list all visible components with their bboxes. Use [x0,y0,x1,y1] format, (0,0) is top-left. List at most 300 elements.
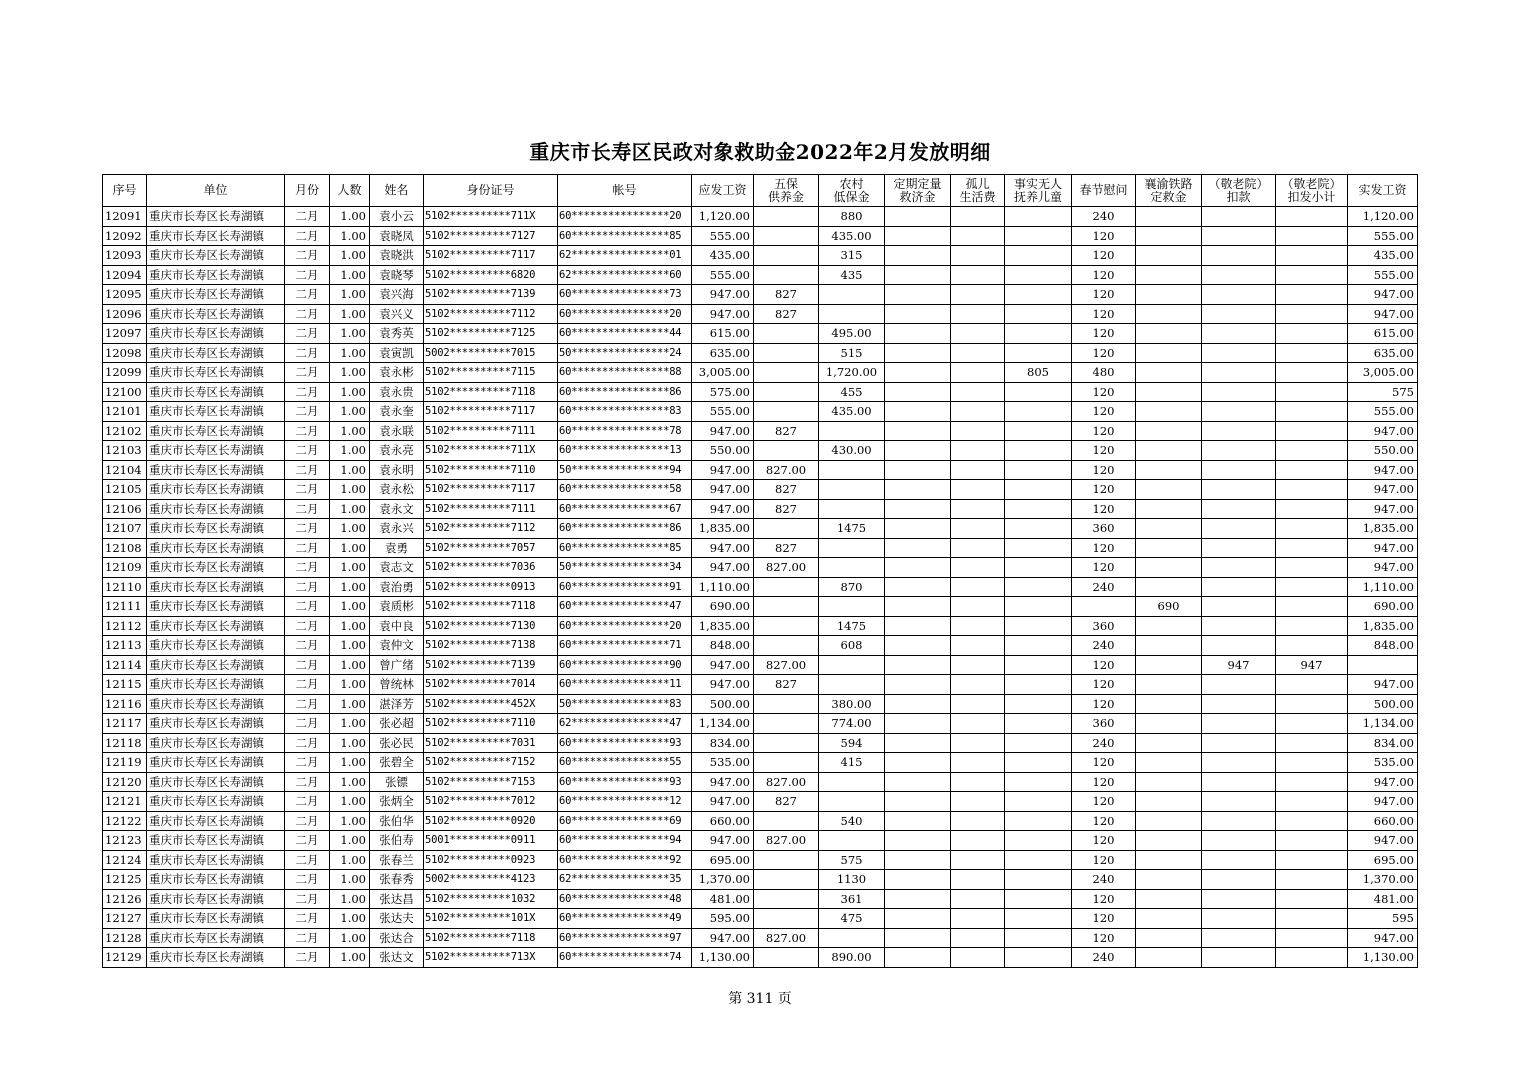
table-cell: 1.00 [330,909,370,929]
table-cell [885,402,951,422]
table-cell [885,636,951,656]
table-cell: 60****************67 [558,499,692,519]
table-cell [1136,616,1202,636]
table-cell: 947.00 [1348,285,1418,305]
column-header [1005,175,1072,207]
table-cell: 690.00 [692,597,754,617]
table-cell: 947.00 [692,772,754,792]
table-cell: 1.00 [330,889,370,909]
table-cell: 120 [1072,675,1136,695]
table-row [103,616,1418,636]
table-cell: 947.00 [1348,480,1418,500]
table-cell: 1,134.00 [1348,714,1418,734]
table-cell [951,733,1005,753]
table-cell: 二月 [285,499,330,519]
table-cell: 120 [1072,889,1136,909]
table-cell: 5102**********7112 [424,519,558,539]
table-cell: 12099 [103,363,147,383]
table-cell: 12109 [103,558,147,578]
table-cell: 1,130.00 [692,948,754,968]
table-cell [1005,519,1072,539]
table-cell [1202,402,1276,422]
table-cell: 二月 [285,870,330,890]
table-cell [1005,285,1072,305]
table-cell: 1.00 [330,753,370,773]
column-header-label: 帐号 [612,183,637,197]
table-cell: 60****************48 [558,889,692,909]
table-cell [754,441,819,461]
table-body [103,207,1418,968]
column-header [692,175,754,207]
table-cell: 重庆市长寿区长寿湖镇 [147,831,285,851]
table-cell: 二月 [285,265,330,285]
table-cell: 827 [754,538,819,558]
table-cell: 60****************93 [558,772,692,792]
table-cell: 555.00 [1348,265,1418,285]
table-cell: 515 [819,343,885,363]
table-cell [1202,226,1276,246]
table-cell: 120 [1072,460,1136,480]
table-cell [951,402,1005,422]
table-cell: 500.00 [692,694,754,714]
table-cell [1005,928,1072,948]
table-cell: 120 [1072,285,1136,305]
table-cell [1136,928,1202,948]
table-cell [1276,324,1348,344]
table-cell: 60****************83 [558,402,692,422]
table-cell: 二月 [285,831,330,851]
table-cell: 5102**********713X [424,948,558,968]
table-cell: 890.00 [819,948,885,968]
table-cell: 1475 [819,519,885,539]
table-cell: 12119 [103,753,147,773]
table-cell [754,265,819,285]
table-cell: 435.00 [819,226,885,246]
table-cell: 947.00 [1348,792,1418,812]
table-cell [1005,889,1072,909]
table-cell [951,811,1005,831]
table-cell: 947.00 [692,285,754,305]
table-cell: 120 [1072,226,1136,246]
table-cell: 435.00 [819,402,885,422]
table-cell: 重庆市长寿区长寿湖镇 [147,889,285,909]
table-row [103,948,1418,968]
table-cell [1202,363,1276,383]
table-cell [1136,480,1202,500]
table-cell: 5102**********7115 [424,363,558,383]
table-cell [819,928,885,948]
table-cell: 袁质彬 [370,597,424,617]
table-cell: 二月 [285,597,330,617]
table-cell [1202,480,1276,500]
table-cell [1005,850,1072,870]
table-row [103,226,1418,246]
table-cell: 12114 [103,655,147,675]
table-cell: 二月 [285,324,330,344]
table-cell: 12097 [103,324,147,344]
table-cell [1136,460,1202,480]
table-row [103,304,1418,324]
column-header-label: 供养金 [767,189,804,204]
table-cell [1202,714,1276,734]
table-cell: 834.00 [692,733,754,753]
table-cell [1005,304,1072,324]
table-cell: 1.00 [330,519,370,539]
column-header-label: 农村 [839,176,864,191]
table-cell [1276,831,1348,851]
table-cell: 635.00 [1348,343,1418,363]
table-cell: 二月 [285,714,330,734]
table-cell: 947.00 [692,499,754,519]
table-cell: 1,120.00 [1348,207,1418,227]
table-cell: 360 [1072,616,1136,636]
table-cell: 1.00 [330,597,370,617]
table-cell: 张炳全 [370,792,424,812]
table-row [103,694,1418,714]
table-cell: 827.00 [754,558,819,578]
table-cell [885,616,951,636]
table-cell [819,558,885,578]
table-cell [1005,402,1072,422]
table-cell: 827.00 [754,655,819,675]
table-cell [1136,714,1202,734]
table-cell: 袁永联 [370,421,424,441]
table-cell [1005,655,1072,675]
table-cell [819,421,885,441]
table-cell: 袁永彬 [370,363,424,383]
table-cell: 袁晓琴 [370,265,424,285]
table-cell [819,831,885,851]
table-cell: 12108 [103,538,147,558]
table-cell: 848.00 [1348,636,1418,656]
table-cell: 240 [1072,733,1136,753]
table-cell: 60****************13 [558,441,692,461]
table-cell: 12125 [103,870,147,890]
table-cell [1276,363,1348,383]
table-cell: 5001**********0911 [424,831,558,851]
table-cell [885,382,951,402]
table-cell: 120 [1072,792,1136,812]
table-cell: 1.00 [330,558,370,578]
table-cell [1276,811,1348,831]
table-cell: 12096 [103,304,147,324]
table-cell: 575.00 [692,382,754,402]
table-cell [1136,870,1202,890]
table-cell: 重庆市长寿区长寿湖镇 [147,421,285,441]
table-cell: 5102**********711X [424,441,558,461]
table-cell: 12118 [103,733,147,753]
table-cell: 120 [1072,324,1136,344]
table-cell: 60****************49 [558,909,692,929]
table-cell [951,889,1005,909]
table-cell: 重庆市长寿区长寿湖镇 [147,597,285,617]
table-cell: 1.00 [330,675,370,695]
table-row [103,558,1418,578]
table-cell [951,753,1005,773]
table-cell [819,285,885,305]
table-cell: 重庆市长寿区长寿湖镇 [147,304,285,324]
table-cell [951,538,1005,558]
table-cell: 5102**********7111 [424,421,558,441]
table-cell [1202,324,1276,344]
table-cell [754,324,819,344]
table-cell [1202,558,1276,578]
table-cell [1276,538,1348,558]
table-cell [754,363,819,383]
column-header-label: 定期定量 [893,176,942,191]
table-row [103,499,1418,519]
table-cell: 947 [1276,655,1348,675]
table-row [103,363,1418,383]
table-cell [1005,733,1072,753]
relief-fund-table [102,174,1418,968]
table-cell: 120 [1072,655,1136,675]
table-cell: 695.00 [1348,850,1418,870]
table-cell [951,597,1005,617]
table-cell: 5102**********6820 [424,265,558,285]
table-cell [1276,480,1348,500]
table-cell: 947.00 [1348,772,1418,792]
table-cell: 947.00 [692,538,754,558]
table-cell [1276,733,1348,753]
table-cell [819,675,885,695]
column-header [885,175,951,207]
table-cell: 1.00 [330,363,370,383]
table-cell: 834.00 [1348,733,1418,753]
table-cell: 60****************47 [558,597,692,617]
table-cell [1005,694,1072,714]
table-cell: 袁兴海 [370,285,424,305]
table-cell: 二月 [285,363,330,383]
table-cell [885,558,951,578]
table-cell: 880 [819,207,885,227]
column-header-label: 生活费 [959,189,996,204]
table-cell: 12116 [103,694,147,714]
table-cell: 5102**********7152 [424,753,558,773]
table-cell [1136,499,1202,519]
table-cell: 5102**********7112 [424,304,558,324]
table-cell: 5102**********7110 [424,460,558,480]
table-cell [1276,577,1348,597]
table-cell: 120 [1072,831,1136,851]
table-cell [951,207,1005,227]
table-cell [754,694,819,714]
table-cell: 380.00 [819,694,885,714]
table-cell [951,909,1005,929]
table-cell: 575 [1348,382,1418,402]
table-cell: 60****************11 [558,675,692,695]
table-cell: 1.00 [330,850,370,870]
table-cell: 5102**********7014 [424,675,558,695]
table-row [103,324,1418,344]
table-cell: 947.00 [1348,538,1418,558]
table-row [103,460,1418,480]
table-row [103,792,1418,812]
table-cell: 袁晓洪 [370,246,424,266]
table-cell [951,343,1005,363]
table-cell: 5002**********4123 [424,870,558,890]
table-cell [1005,441,1072,461]
table-cell [951,616,1005,636]
table-cell [819,499,885,519]
table-cell: 690.00 [1348,597,1418,617]
table-cell [1202,831,1276,851]
table-cell [1005,226,1072,246]
table-cell: 475 [819,909,885,929]
table-cell [1276,382,1348,402]
table-row [103,538,1418,558]
table-cell: 1.00 [330,441,370,461]
table-cell: 60****************86 [558,382,692,402]
table-cell: 湛泽芳 [370,694,424,714]
table-cell [1276,850,1348,870]
table-cell [1276,421,1348,441]
table-cell: 重庆市长寿区长寿湖镇 [147,772,285,792]
column-header-label: 应发工资 [698,183,747,197]
table-cell: 60****************94 [558,831,692,851]
table-cell [819,597,885,617]
table-cell: 5102**********0923 [424,850,558,870]
table-cell [885,538,951,558]
table-cell: 重庆市长寿区长寿湖镇 [147,324,285,344]
table-cell: 60****************93 [558,733,692,753]
table-cell [1276,928,1348,948]
column-header-label: 姓名 [384,183,409,197]
table-cell [1276,499,1348,519]
table-cell: 690 [1136,597,1202,617]
table-cell [754,597,819,617]
table-cell: 5102**********7118 [424,928,558,948]
table-cell: 1.00 [330,870,370,890]
table-row [103,870,1418,890]
table-row [103,519,1418,539]
table-cell [951,460,1005,480]
table-cell [951,480,1005,500]
table-cell: 重庆市长寿区长寿湖镇 [147,733,285,753]
table-cell: 827.00 [754,831,819,851]
table-cell [754,733,819,753]
table-cell [1136,538,1202,558]
table-cell [1276,753,1348,773]
table-cell: 595 [1348,909,1418,929]
table-row [103,850,1418,870]
column-header-label: 孤儿 [965,176,990,191]
column-header-label: 事实无人 [1013,176,1062,191]
table-cell: 870 [819,577,885,597]
table-cell: 60****************74 [558,948,692,968]
table-cell [1136,753,1202,773]
table-row [103,772,1418,792]
table-cell: 袁小云 [370,207,424,227]
table-cell: 重庆市长寿区长寿湖镇 [147,675,285,695]
table-cell: 1,835.00 [692,519,754,539]
table-cell: 120 [1072,265,1136,285]
table-cell: 二月 [285,675,330,695]
table-cell [1202,441,1276,461]
table-cell: 361 [819,889,885,909]
table-cell: 1,110.00 [1348,577,1418,597]
table-cell: 重庆市长寿区长寿湖镇 [147,636,285,656]
table-cell [1136,558,1202,578]
table-cell: 240 [1072,870,1136,890]
table-cell: 二月 [285,285,330,305]
table-cell: 555.00 [1348,402,1418,422]
table-cell [1276,402,1348,422]
table-cell [885,207,951,227]
table-cell: 5102**********452X [424,694,558,714]
table-cell: 1475 [819,616,885,636]
column-header [951,175,1005,207]
table-cell: 12120 [103,772,147,792]
table-cell [819,655,885,675]
column-header [1072,175,1136,207]
table-cell: 1.00 [330,636,370,656]
column-header-label: 低保金 [833,189,870,204]
table-cell [819,460,885,480]
table-cell: 120 [1072,753,1136,773]
table-cell: 12102 [103,421,147,441]
table-cell [951,636,1005,656]
table-cell: 重庆市长寿区长寿湖镇 [147,792,285,812]
table-cell [1072,597,1136,617]
table-cell [1005,772,1072,792]
table-cell [1005,538,1072,558]
table-cell: 1,835.00 [692,616,754,636]
table-cell [754,753,819,773]
table-cell: 120 [1072,421,1136,441]
table-cell: 495.00 [819,324,885,344]
table-cell: 50****************83 [558,694,692,714]
table-cell [885,343,951,363]
table-cell: 二月 [285,382,330,402]
table-cell: 1.00 [330,616,370,636]
table-cell [1005,207,1072,227]
table-cell [1276,460,1348,480]
table-cell: 重庆市长寿区长寿湖镇 [147,519,285,539]
table-cell: 60****************69 [558,811,692,831]
table-cell [1136,265,1202,285]
table-row [103,285,1418,305]
table-cell: 重庆市长寿区长寿湖镇 [147,928,285,948]
table-cell [1136,831,1202,851]
table-cell: 重庆市长寿区长寿湖镇 [147,655,285,675]
table-cell [1005,948,1072,968]
table-cell: 二月 [285,616,330,636]
table-cell: 805 [1005,363,1072,383]
table-cell: 62****************35 [558,870,692,890]
table-cell: 1.00 [330,714,370,734]
table-cell: 120 [1072,850,1136,870]
table-cell: 1.00 [330,421,370,441]
table-cell: 二月 [285,304,330,324]
table-cell: 947.00 [692,421,754,441]
table-cell [1136,519,1202,539]
table-cell: 827.00 [754,772,819,792]
table-cell: 袁中良 [370,616,424,636]
table-cell: 62****************01 [558,246,692,266]
table-cell [1202,675,1276,695]
table-cell: 5102**********711X [424,207,558,227]
table-cell: 435 [819,265,885,285]
table-cell [951,363,1005,383]
table-cell: 重庆市长寿区长寿湖镇 [147,577,285,597]
table-cell: 12101 [103,402,147,422]
table-cell [1276,636,1348,656]
table-cell: 张春秀 [370,870,424,890]
table-cell [819,304,885,324]
table-cell: 480 [1072,363,1136,383]
table-cell: 二月 [285,538,330,558]
